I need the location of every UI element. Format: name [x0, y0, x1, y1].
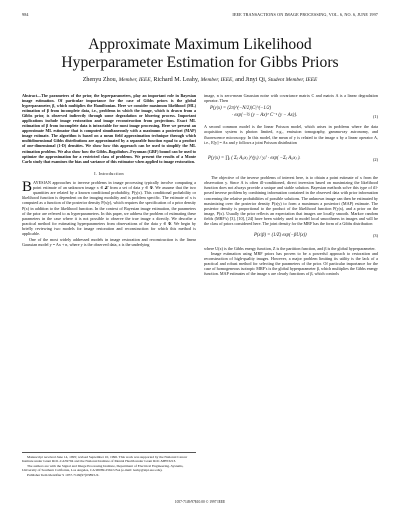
paper-title	[20, 36, 380, 72]
equation-3	[204, 230, 378, 243]
copyright-line: 1057-7149/97$10.00 © 1997 IEEE	[174, 500, 226, 504]
section-heading: I. Introduction	[94, 170, 124, 176]
footnote-identifier: Publisher Item Identifier S 1057-7149(97)03893-X.	[27, 472, 100, 477]
equation-2	[204, 148, 378, 172]
right-paragraph-5: Image estimation using MRF priors has proven to be a powerful approach to restoration and reconstruction of high-quality images. However, a major problem limiting its utility is the lack of a practical and robust method for selecting the parameters of the prior. Of particular importance for the case of homogeneous isotropic MRF's is the global hyperparameter β, which multiplies the Gibbs energy function. MAP estimates of the image x are clearly functions of β, which controls	[204, 250, 378, 277]
equation-number: (2)	[372, 156, 378, 162]
author-role: Member, IEEE,	[200, 77, 234, 83]
equation-3-text: P(x|β) = (1/Z) exp(−βU(x))	[254, 232, 307, 238]
equation-number: (3)	[372, 232, 378, 238]
journal-name: IEEE TRANSACTIONS ON IMAGE PROCESSING, VOL. 6, NO. 6, JUNE 1997	[232, 12, 378, 17]
author-role: Student Member, IEEE	[268, 77, 318, 83]
intro-paragraph-2: One of the most widely addressed models in image restoration and reconstruction is the linear Gaussian model y = Ax + n, where y is the observed data, x is the underlying	[22, 236, 196, 247]
footnote-affiliation: The authors are with the Signal and Image Processing Institute, Department of Electrical Engineering–Systems, University of Southern California, Los Angeles, CA 90089-2564 USA (e-mail: leahy@sipi.usc.edu).	[22, 463, 184, 473]
drop-cap: B	[22, 178, 33, 195]
footnote	[22, 452, 196, 477]
equation-1-line-1: P(y|x) = (2π)^(−N/2)|C|^(−1/2)	[210, 106, 272, 112]
equation-1-line-2: · exp{−½ (y − Ax)ᵀ C⁻¹ (y − Ax)}.	[232, 113, 298, 119]
equation-2-text: P(y|x) = ∏ᵢ ( Σⱼ Aᵢⱼxⱼ )^(yᵢ) / yᵢ! · exp( −Σⱼ Aᵢⱼxⱼ ).	[208, 155, 301, 161]
abstract: Abstract—The parameters of the prior, the hyperparameters, play an important role in Bayesian image estimation. Of particular importance for the case of Gibbs priors is the global hyperparameter, β, which multiplies the Hamiltonian. Here we consider maximum likelihood (ML) estimation of β from incomplete data, i.e., problems in which the image, which is drawn from a Gibbs prior, is observed indirectly through some degradation or blurring process. Important applications include image restoration and image reconstruction from projections. Exact ML estimation of β from incomplete data is intractable for most image processing. Here we present an approximate ML estimator that is computed simultaneously with a maximum a posteriori (MAP) image estimate. The algorithm is based on a mean field approximation technique through which multidimensional Gibbs distributions are approximated by a separable function equal to a product of one-dimensional (1-D) densities. We show how this approach can be used to simplify the ML estimation problem. We also show how the Gibbs–Bogoliubov–Feynman (GBF) bound can be used to optimize the approximation for a restricted class of problems. We present the results of a Monte Carlo study that examines the bias and variance of this estimator when applied to image restoration.	[22, 93, 196, 164]
footnote-manuscript: Manuscript received June 14, 1995; revised September 10, 1996. This work was supported by the National Cancer Institute under Grant RO1-CA59794 and the National Institute of Mental Health under Grant RO1-MH53213.	[22, 455, 188, 464]
title-line-2: Hyperparameter Estimation for Gibbs Priors	[61, 54, 339, 71]
author-name: Richard M. Leahy,	[153, 77, 200, 83]
right-paragraph-3: The objective of the inverse problems of interest here, is to obtain a point estimate of x from the observation y. Since A is often ill-conditioned, direct inversion based on maximizing the likelihood function does not always provide a unique and stable solution. Bayesian methods solve this type of ill-posed inverse problem by combining information contained in the observed data with prior information concerning the relative probabilities of possible solutions. The unknown image can then be estimated by maximizing over the posterior density P(x|y) to form a maximum a posteriori (MAP) estimate. The posterior density is proportional to the product of the likelihood function P(y|x), and a prior on the image, P(x). Usually the prior reflects an expectation that images are locally smooth. Markov random fields (MRF's) [3], [10], [24] have been widely used to model local smoothness in images and will be the class of priors considered here. The joint density for the MRF has the form of a Gibbs distribution	[204, 174, 378, 227]
intro-paragraph-1	[22, 180, 196, 237]
running-header	[22, 12, 378, 20]
right-paragraph-1: image, n is zero-mean Gaussian noise with covariance matrix C and matrix A is a linear degradation operator. Then	[204, 93, 378, 104]
author-list	[20, 77, 380, 83]
equation-1	[204, 106, 378, 121]
right-paragraph-2: A second common model is the linear Poisson model, which arises in problems where the data acquisition system is photon limited, e.g., emission tomography, gamma-ray astronomy, and fluorescence microscopy. In this model, the mean of y is related to the image x by a linear operator A, i.e., E[y] = Ax and y follows a joint Poisson distribution	[204, 124, 378, 145]
author-name: Zhenyu Zhou,	[82, 77, 118, 83]
author-role: Member, IEEE,	[118, 77, 152, 83]
left-column	[22, 93, 196, 247]
intro-paragraph-1-text: AYESIAN approaches to inverse problems in image processing typically involve computing a point estimate of an unknown image x ∈ 𝒳 from a set of data y ∈ 𝒴. We assume that the two quantities are related by a known conditional probability, P(y|x). This conditional probability or likelihood function is dependent on the imaging modality and is problem specific. The estimate of x is computed as a function of the posterior density P(x|y), which requires the specification of a prior density P(x) in addition to the likelihood function. In the context of Bayesian image estimation, the parameters of the prior are referred to as hyperparameters. In this paper, we address the problem of estimating these parameters in the case where it is not possible to observe the true image x directly. We describe a practical method for estimating hyperparameters from observations of the data y ∈ 𝒴. We begin by briefly reviewing two models for image restoration and reconstruction for which this method is applicable.	[22, 179, 196, 237]
right-paragraph-4: where U(x) is the Gibbs energy function, Z is the partition function, and β is the global hyperparameter.	[204, 245, 376, 251]
right-column	[204, 93, 378, 276]
page-number: 984	[22, 12, 29, 17]
equation-number: (1)	[372, 114, 378, 120]
author-name: and Jinyi Qi,	[235, 77, 267, 83]
title-line-1: Approximate Maximum Likelihood	[88, 36, 312, 53]
